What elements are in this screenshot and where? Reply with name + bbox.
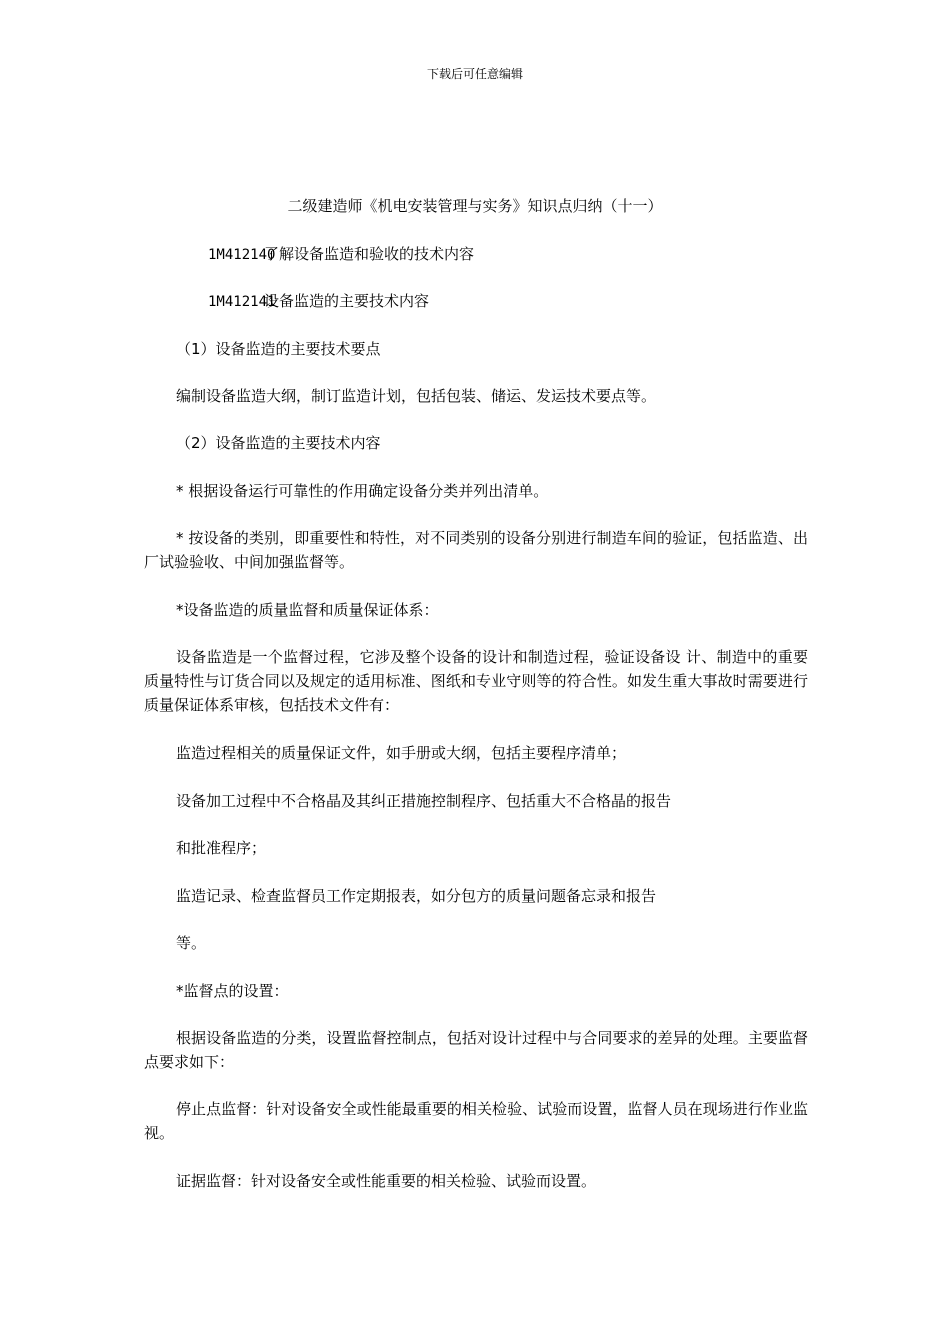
- document-title: 二级建造师《机电安装管理与实务》知识点归纳（十一）: [287, 197, 663, 215]
- paragraph: 监造记录、检查监督员工作定期报表，如分包方的质量问题备忘录和报告: [176, 887, 657, 905]
- section-title: 了解设备监造和验收的技术内容: [264, 245, 475, 263]
- paragraph: （2）设备监造的主要技术内容: [176, 434, 381, 452]
- paragraph: 和批准程序；: [176, 839, 267, 857]
- section-title: 设备监造的主要技术内容: [264, 292, 430, 310]
- section-code: 1M412140: [208, 247, 276, 263]
- paragraph: 根据设备监造的分类，设置监督控制点，包括对设计过程中与合同要求的差异的处理。主要监督点要求如下：: [144, 1029, 808, 1071]
- paragraph: 编制设备监造大纲，制订监造计划，包括包装、储运、发运技术要点等。: [176, 387, 657, 405]
- paragraph: （1）设备监造的主要技术要点: [176, 340, 381, 358]
- section-heading-1m412140: [144, 242, 808, 267]
- paragraph: 停止点监督：针对设备安全或性能最重要的相关检验、试验而设置，监督人员在现场进行作业监视。: [144, 1100, 808, 1142]
- paragraph: 监造过程相关的质量保证文件，如手册或大纲，包括主要程序清单；: [176, 744, 627, 762]
- page-header: 下载后可任意编辑: [426, 67, 523, 81]
- paragraph: * 根据设备运行可靠性的作用确定设备分类并列出清单。: [176, 482, 549, 500]
- paragraph: 设备监造是一个监督过程，它涉及整个设备的设计和制造过程，验证设备设 计、制造中的重要质量特性与订货合同以及规定的适用标准、图纸和专业守则等的符合性。如发生重大事故时需要进行质量保证体系审核，包括技术文件有：: [144, 648, 808, 714]
- paragraph: 等。: [176, 934, 207, 952]
- paragraph: * 按设备的类别，即重要性和特性，对不同类别的设备分别进行制造车间的验证，包括监造、出厂试验验收、中间加强监督等。: [144, 529, 808, 571]
- paragraph: 设备加工过程中不合格晶及其纠正措施控制程序、包括重大不合格晶的报告: [176, 792, 672, 810]
- paragraph: 证据监督：针对设备安全或性能重要的相关检验、试验而设置。: [176, 1172, 597, 1190]
- paragraph: *监督点的设置：: [176, 982, 289, 1000]
- section-heading-1m412141: [144, 289, 808, 314]
- paragraph: *设备监造的质量监督和质量保证体系：: [176, 601, 439, 619]
- section-code: 1M412141: [208, 294, 276, 310]
